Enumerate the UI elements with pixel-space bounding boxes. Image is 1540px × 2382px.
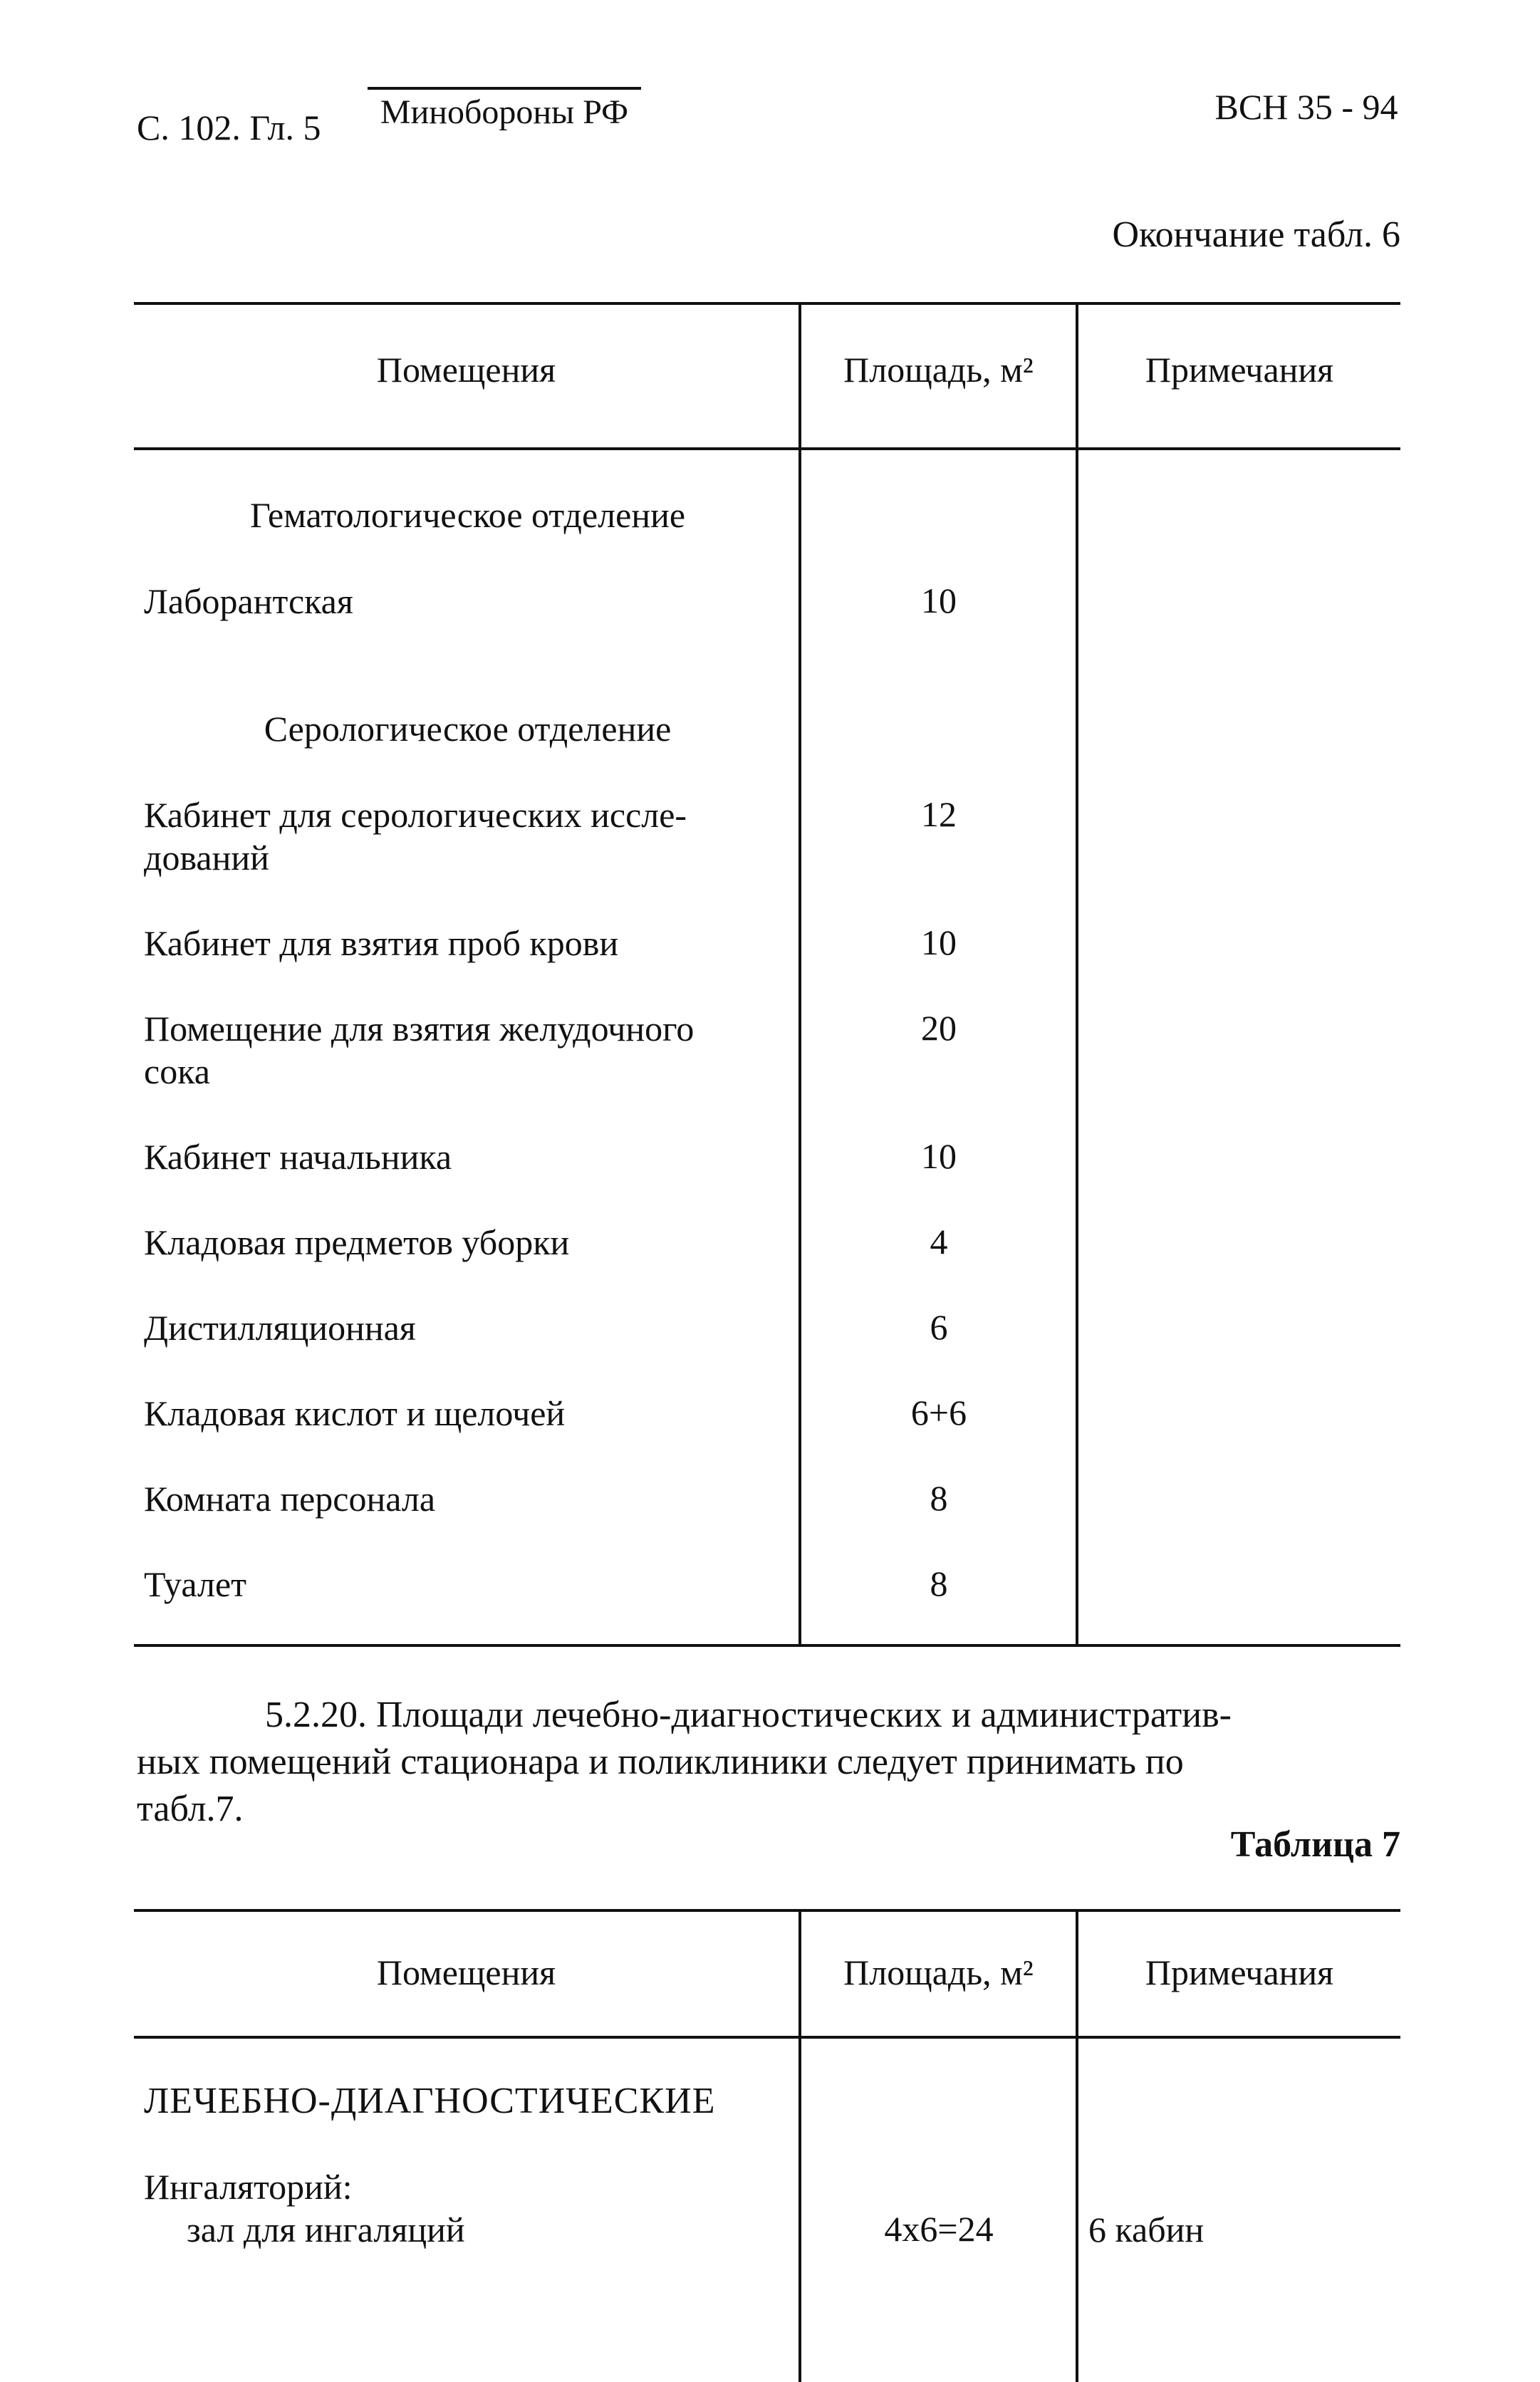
fraction-bar [368,87,641,90]
table6-header-notes: Примечания [1145,350,1334,390]
table6-row-area: 10 [921,1136,957,1176]
table7-header-area: Площадь, м² [843,1952,1034,1992]
table6-row-area: 8 [930,1564,948,1603]
table6-bottom-rule [134,1644,1400,1647]
table6-row-name: Кладовая кислот и щелочей [144,1393,566,1433]
table6-row-name: Лаборантская [144,581,353,621]
section-hematology: Гематологическое отделение [249,495,686,535]
table6-row-area: 12 [921,794,957,834]
paragraph-line-1: 5.2.20. Площади лечебно-диагностических и административ- [265,1695,1232,1735]
table6-row-name-cont: сока [144,1051,210,1091]
table6-row-name: Комната персонала [144,1479,436,1519]
table6-row-area: 6+6 [910,1393,967,1432]
table6-row-name-cont: дований [144,838,269,878]
section-diagnostic: ЛЕЧЕБНО-ДИАГНОСТИЧЕСКИЕ [144,2081,716,2121]
table6-row-area: 4 [930,1222,948,1262]
table6-header-rooms: Помещения [376,350,556,390]
table6-row-area: 6 [930,1307,948,1347]
table6-row-area: 20 [921,1008,957,1048]
table6-row-name: Кабинет начальника [144,1137,452,1177]
document-code: ВСН 35 - 94 [1214,87,1398,127]
table6-row-name: Дистилляционная [144,1308,416,1348]
table6-row-name: Туалет [144,1564,247,1604]
table7-header-rule [134,2036,1400,2039]
page-reference: С. 102. Гл. 5 [137,108,321,147]
table6-top-rule [134,302,1400,305]
table7-top-rule [134,1909,1400,1912]
ministry-name: Минобороны РФ [380,93,629,131]
table6-row-area: 10 [921,581,957,620]
paragraph-line-2: ных помещений стационара и поликлиники следует принимать по [137,1742,1184,1782]
table6-row-name: Кабинет для взятия проб крови [144,923,619,963]
table6-header-area: Площадь, м² [843,350,1034,390]
table6-row-area: 10 [921,922,957,962]
table7-caption: Таблица 7 [1230,1824,1400,1865]
table6-row-name: Кладовая предметов уборки [144,1222,570,1262]
table6-col-divider-2 [1076,302,1078,1647]
table7-header-rooms: Помещения [376,1952,556,1992]
table6-header-rule [134,447,1400,450]
table7-header-notes: Примечания [1145,1952,1334,1992]
paragraph-line-3: табл.7. [137,1789,244,1829]
table7-row-area: 4х6=24 [884,2209,994,2249]
document-code-fraction [368,85,1398,132]
table6-row-name: Кабинет для серологических иссле- [144,795,687,835]
table7-row-note: 6 кабин [1088,2210,1205,2250]
table6-row-name: Помещение для взятия желудочного [144,1009,694,1049]
group-inhalatorium: Ингаляторий: [144,2167,353,2207]
table6-row-area: 8 [930,1478,948,1518]
table6-caption: Окончание табл. 6 [1112,214,1400,255]
table7-row-name: зал для ингаляций [187,2210,465,2250]
section-serology: Серологическое отделение [264,709,672,749]
